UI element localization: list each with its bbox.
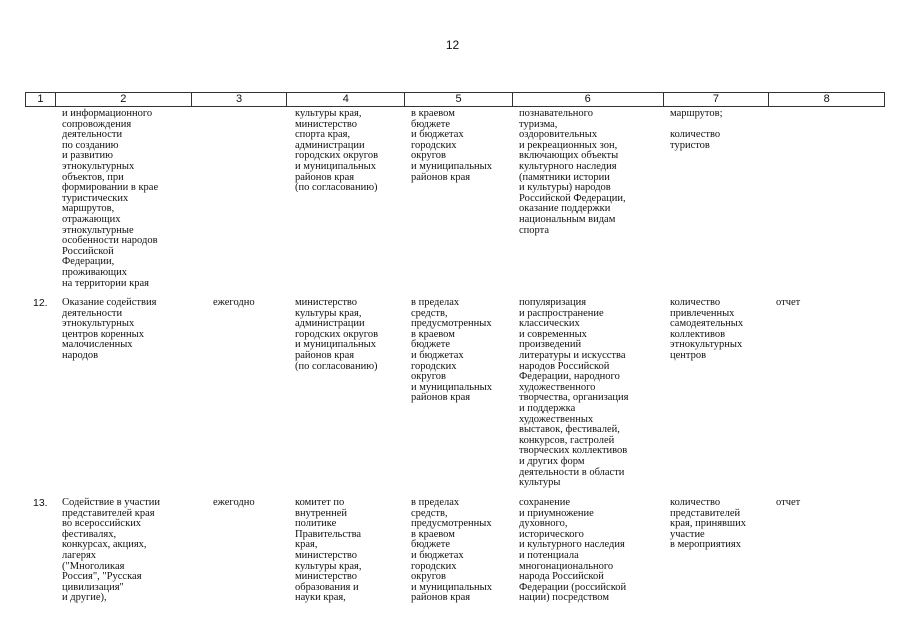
- event-report: отчет: [776, 297, 801, 308]
- event-period: [191, 109, 287, 289]
- event-funding: в краевом бюджете и бюджетах городских округов и муниципальных районов края: [411, 108, 492, 183]
- event-funding: в пределах средств, предусмотренных в краевом бюджете и бюджетах городских округов и муниципальных районов края: [411, 497, 492, 604]
- row-number: [25, 109, 55, 289]
- event-result: популяризация и распространение классических и современных произведений литературы и искусства народов Российской Федерации, народного художественного творчества, организация и поддержка художественных выставок, фестивалей, конкурсов, гастролей творческих коллективов и других форм деятельности в области культуры: [519, 297, 629, 489]
- header-col-3: 3: [192, 93, 288, 106]
- header-col-2: 2: [56, 93, 192, 106]
- table-row: [25, 298, 885, 489]
- event-result: сохранение и приумножение духовного, исторического и культурного наследия и потенциала многонационального народа Российской Федерации (российской нации) посредством: [519, 497, 627, 604]
- event-report: [770, 109, 885, 289]
- page-number: 12: [445, 38, 460, 52]
- event-period: ежегодно: [213, 297, 255, 308]
- event-report: отчет: [776, 497, 801, 508]
- event-description: Содействие в участии представителей края во всероссийских фестивалях, конкурсах, акциях, лагерях ("Многоликая Россия", "Русская цивилизация" и другие),: [62, 497, 160, 604]
- event-executors: министерство культуры края, администрации городских округов и муниципальных районов края (по согласованию): [295, 297, 379, 372]
- event-indicator: количество привлеченных самодеятельных коллективов этнокультурных центров: [670, 297, 744, 361]
- event-indicator: маршрутов; количество туристов: [670, 108, 723, 151]
- header-col-5: 5: [405, 93, 513, 106]
- header-col-6: 6: [513, 93, 664, 106]
- row-number: 12.: [33, 297, 48, 309]
- row-number: 13.: [33, 497, 48, 509]
- header-col-4: 4: [287, 93, 405, 106]
- event-result: познавательного туризма, оздоровительных и рекреационных зон, включающих объекты культурного наследия (памятники истории и культуры) народов Российской Федерации, оказание поддержки национальным видам спорта: [519, 108, 626, 236]
- table-row: [25, 498, 885, 604]
- event-executors: культуры края, министерство спорта края, администрации городских округов и муниципальных районов края (по согласованию): [295, 108, 379, 194]
- event-indicator: количество представителей края, принявших участие в мероприятиях: [670, 497, 746, 551]
- event-funding: в пределах средств, предусмотренных в краевом бюджете и бюджетах городских округов и муниципальных районов края: [411, 297, 492, 404]
- event-description: и информационного сопровождения деятельности по созданию и развитию этнокультурных объектов, при формировании в крае туристических маршрутов, отражающих этнокультурные особенности народов Российской Федерации, проживающих на территории края: [62, 108, 159, 289]
- event-period: ежегодно: [213, 497, 255, 508]
- event-executors: комитет по внутренней политике Правительства края, министерство культуры края, министерство образования и науки края,: [295, 497, 362, 604]
- header-col-1: 1: [26, 93, 56, 106]
- header-col-8: 8: [823, 93, 830, 105]
- table-row: [25, 109, 885, 289]
- header-col-7: 7: [664, 93, 770, 106]
- event-description: Оказание содействия деятельности этнокультурных центров коренных малочисленных народов: [62, 297, 157, 361]
- table-header-row: [25, 92, 885, 107]
